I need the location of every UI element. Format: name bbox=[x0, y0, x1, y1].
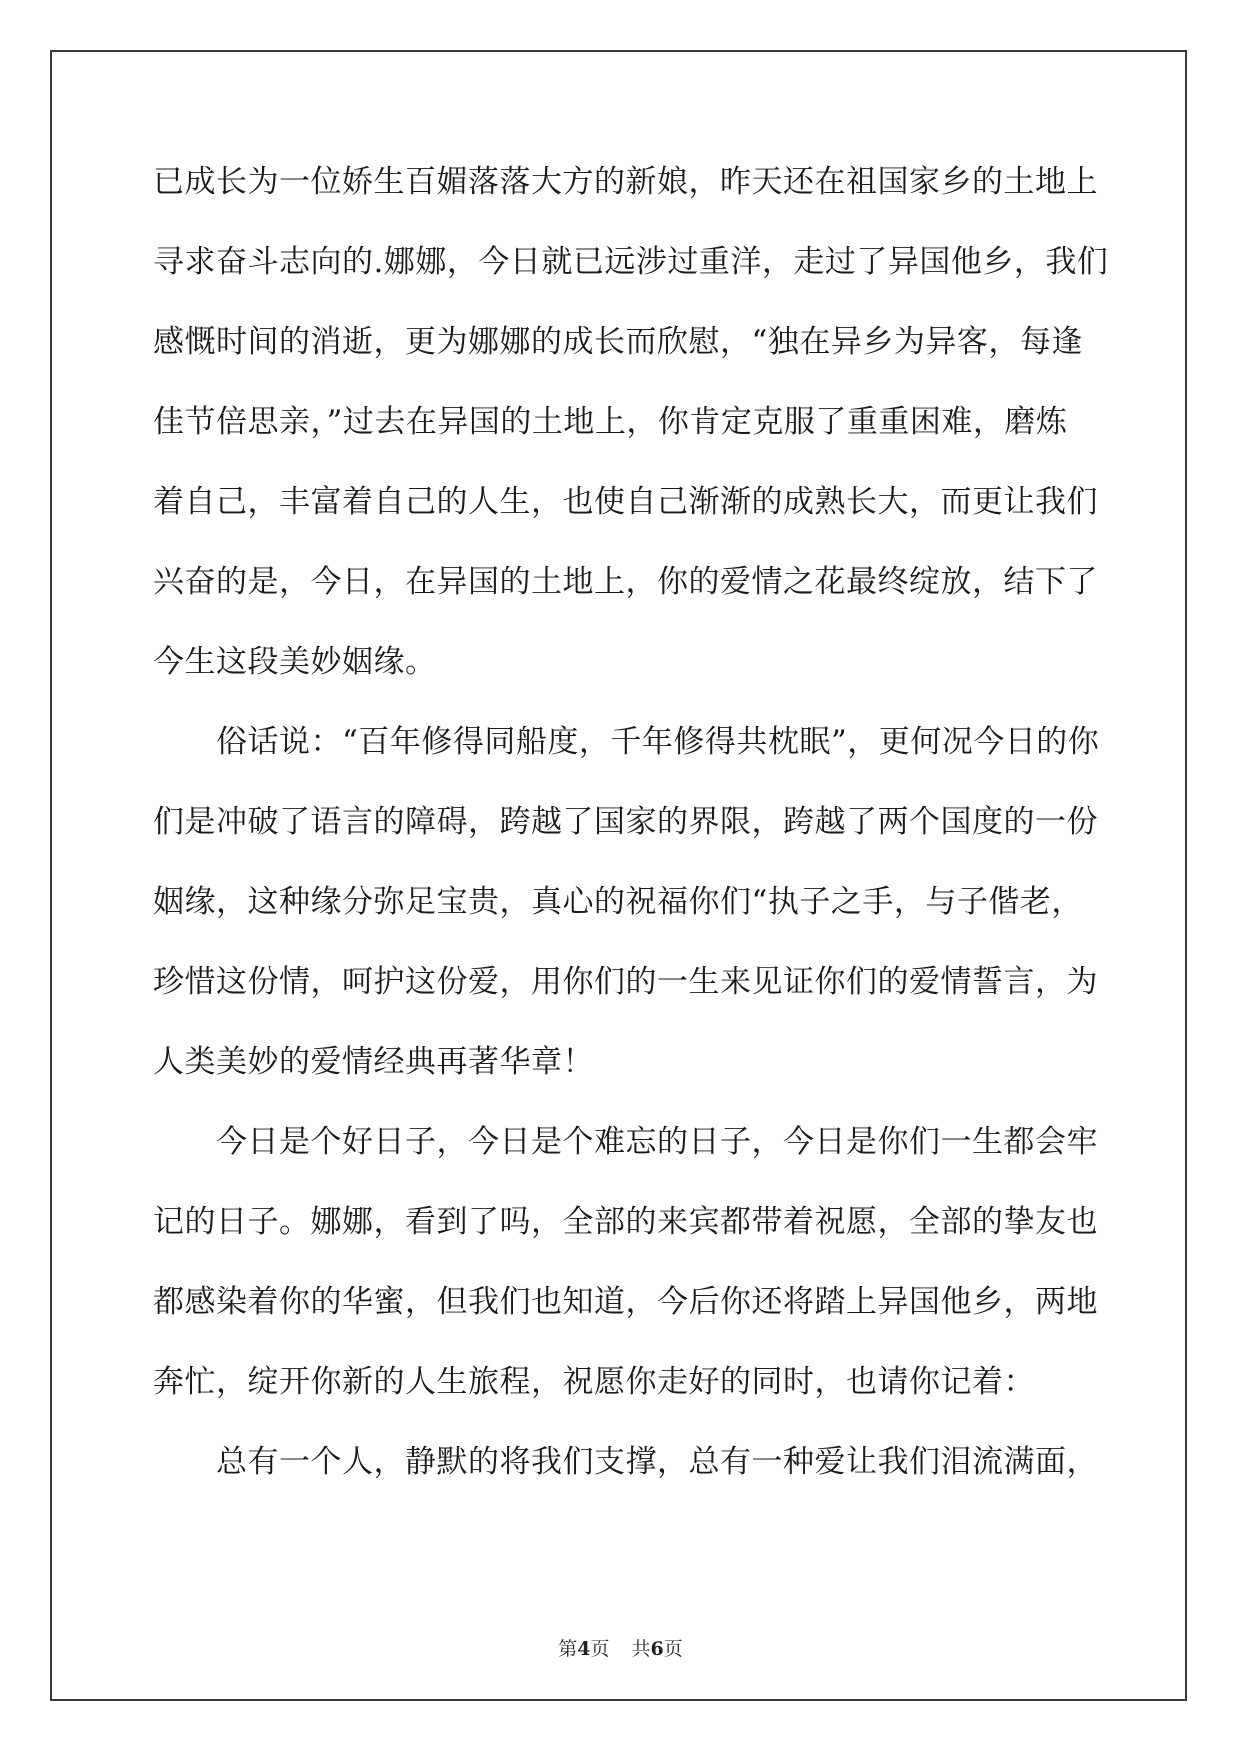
paragraph-line: 们是冲破了语言的障碍，跨越了国家的界限，跨越了两个国度的一份 bbox=[153, 804, 1098, 840]
paragraph-line: 记的日子。娜娜，看到了吗，全部的来宾都带着祝愿，全部的挚友也 bbox=[153, 1204, 1098, 1240]
paragraph-line: 俗话说：“百年修得同船度，千年修得共枕眠”，更何况今日的你 bbox=[216, 724, 1100, 760]
page-footer bbox=[0, 1634, 1241, 1661]
paragraph-line: 寻求奋斗志向的.娜娜，今日就已远涉过重洋，走过了异国他乡，我们 bbox=[153, 244, 1109, 280]
footer-current-page: 4 bbox=[577, 1638, 591, 1660]
footer-prefix: 第 bbox=[558, 1638, 578, 1660]
footer-total-prefix: 共 bbox=[631, 1638, 651, 1660]
paragraph-line: 兴奋的是，今日，在异国的土地上，你的爱情之花最终绽放，结下了 bbox=[153, 564, 1098, 600]
document-body bbox=[153, 162, 1109, 1522]
paragraph-line: 着自己，丰富着自己的人生，也使自己渐渐的成熟长大，而更让我们 bbox=[153, 484, 1098, 520]
paragraph-line: 总有一个人，静默的将我们支撑，总有一种爱让我们泪流满面， bbox=[216, 1444, 1098, 1480]
paragraph-line: 人类美妙的爱情经典再著华章！ bbox=[153, 1044, 594, 1080]
paragraph-line: 佳节倍思亲，”过去在异国的土地上，你肯定克服了重重困难，磨炼 bbox=[153, 404, 1068, 440]
footer-page-unit: 页 bbox=[590, 1638, 610, 1660]
footer-total-unit: 页 bbox=[663, 1638, 683, 1660]
paragraph-line: 今日是个好日子，今日是个难忘的日子，今日是你们一生都会牢 bbox=[216, 1124, 1098, 1160]
paragraph-line: 姻缘，这种缘分弥足宝贵，真心的祝福你们“执子之手，与子偕老， bbox=[153, 884, 1083, 920]
footer-total-pages: 6 bbox=[650, 1638, 664, 1660]
paragraph-line: 已成长为一位娇生百媚落落大方的新娘，昨天还在祖国家乡的土地上 bbox=[153, 164, 1098, 200]
paragraph-line: 奔忙，绽开你新的人生旅程，祝愿你走好的同时，也请你记着： bbox=[153, 1364, 1035, 1400]
paragraph-line: 珍惜这份情，呵护这份爱，用你们的一生来见证你们的爱情誓言，为 bbox=[153, 964, 1098, 1000]
paragraph-line: 都感染着你的华蜜，但我们也知道，今后你还将踏上异国他乡，两地 bbox=[153, 1284, 1098, 1320]
paragraph-line: 今生这段美妙姻缘。 bbox=[153, 644, 437, 680]
paragraph-line: 感慨时间的消逝，更为娜娜的成长而欣慰，“独在异乡为异客，每逢 bbox=[153, 324, 1083, 360]
